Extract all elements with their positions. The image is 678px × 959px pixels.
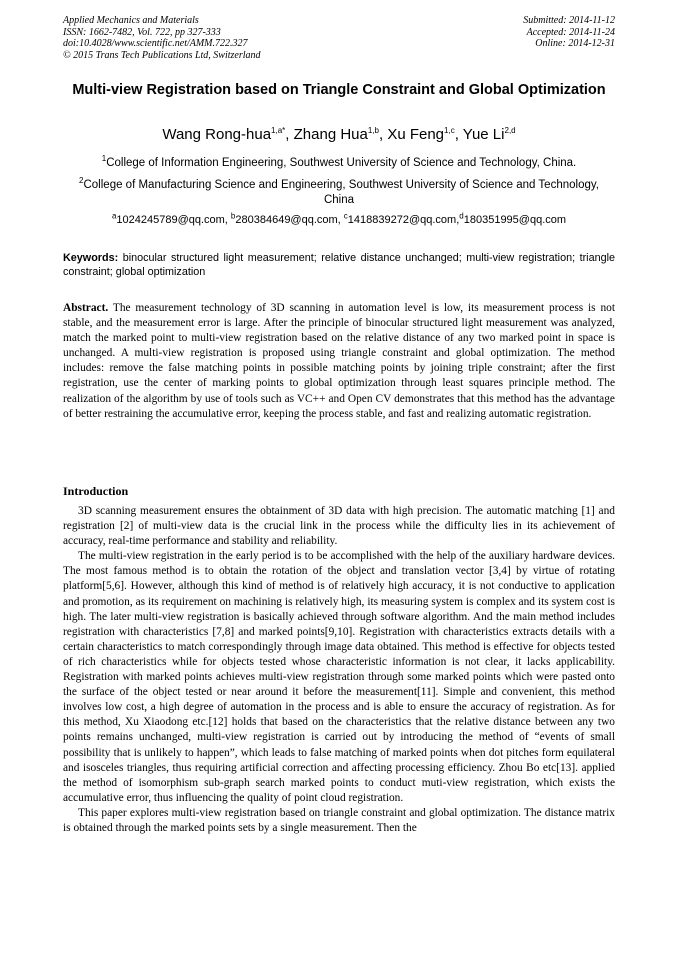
author-emails xyxy=(63,213,615,228)
journal-name: Applied Mechanics and Materials xyxy=(63,15,199,26)
affiliation-1: $^1$College of Information Engineering, Southwest University of Science and Technology, China. xyxy=(101,154,577,169)
paragraph: This paper explores multi-view registration based on triangle constraint and global optimization. The distance matrix is obtained through the marked points sets by a single measurement. Then the xyxy=(63,806,615,834)
accepted-date: Accepted: 2014-11-24 xyxy=(526,26,615,38)
author-list xyxy=(63,125,615,145)
keywords xyxy=(63,251,615,279)
author: Zhang Hua$^{1,b}$, xyxy=(293,126,388,143)
email: $^d$180351995@qq.com xyxy=(459,211,567,226)
paragraph: 3D scanning measurement ensures the obtainment of 3D data with high precision. The automatic matching [1] and registration [2] of multi-view data is the crucial link in the process while the difficulty lies in its achievement of accuracy, real-time performance and stability and reliability. xyxy=(63,505,615,548)
author: Yue Li$^{2,d}$ xyxy=(462,126,516,143)
abstract-label: Abstract. xyxy=(63,302,109,314)
introduction-body xyxy=(63,504,615,836)
submitted-date: Submitted: 2014-11-12 xyxy=(523,15,615,26)
paper-title: Multi-view Registration based on Triangle Constraint and Global Optimization xyxy=(72,82,606,98)
paragraph: The multi-view registration in the early period is to be accomplished with the help of the auxiliary hardware devices. The most famous method is to obtain the rotation of the object and translation vector [3,4] by virtue of rotating platform[5,6]. However, although this kind of method is of relatively high accuracy, it is not conductive to application and promotion, as its requirement on machining is relatively high, its measuring system is complex and its system cost is high. The later multi-view registration is basically achieved through software algorithm. And the main method includes registration with characteristics [7,8] and marked points[9,10]. Registration with characteristics extracts details with a certain characteristics to match correspondingly through image data obtained. This method is effective for objects tested of rich characteristics while for objects tested whose characteristic information is not clear, it lacks applicability. Registration with marked points achieves multi-view registration through some marked points which were pasted onto the surface of the object tested or near around it before the measurement[11]. Simple and convenient, this method involves low cost, a high degree of automation in the process and is able to ensure the accuracy of registration. As for this method, Xu Xiaodong etc.[12] holds that based on the characteristics that the relative distance between any two points remains unchanged, multi-view registration is carried out by introducing the method of “events of small possibility that is unlikely to happen”, which leads to false matching of marked points when dot pitches form equilateral and isosceles triangles, thus requiring artificial correction and affecting processing efficiency. Zhou Bo etc[13]. applied the method of isomorphism sub-graph search marked points to conduct muti-view registration, which exists the accumulative error, thus influencing the quality of point cloud registration. xyxy=(63,550,615,804)
issn-line: ISSN: 1662-7482, Vol. 722, pp 327-333 xyxy=(63,26,221,38)
publication-info xyxy=(63,15,261,61)
doi-line: doi:10.4028/www.scientific.net/AMM.722.327 xyxy=(63,38,248,49)
abstract xyxy=(63,301,615,422)
author: Xu Feng$^{1,c}$, xyxy=(387,126,463,143)
publication-dates xyxy=(523,15,615,50)
email: $^b$280384649@qq.com, xyxy=(230,211,344,226)
online-date: Online: 2014-12-31 xyxy=(535,38,615,49)
email: $^c$1418839272@qq.com, xyxy=(343,211,460,226)
email: $^a$1024245789@qq.com, xyxy=(111,211,231,226)
abstract-text: The measurement technology of 3D scanning in automation level is low, its measurement process is not stable, and the measurement error is large. After the principle of binocular structured light measurement was analyzed, match the marked point to multi-view registration based on the relative distance of any two marked point in space is unchanged. A multi-view registration is proposed using triangle constraint and global optimization. The method includes: remove the false matching points in possible matching points by joining triple constraint; after the first registration, use the center of marking points to global optimization through least squares principle method. The realization of the algorithm by use of tools such as VC++ and Open CV demonstrates that this method has the advantage of better restraining the accumulative error, keeping the process stable, and fast and realizing automatic registration. xyxy=(63,302,615,420)
section-heading-introduction: Introduction xyxy=(63,484,129,498)
copyright-line: © 2015 Trans Tech Publications Ltd, Switzerland xyxy=(63,49,261,61)
author: Wang Rong-hua$^{1,a*}$, xyxy=(162,126,294,143)
keywords-text: binocular structured light measurement; relative distance unchanged; multi-view registration; triangle constraint; global optimization xyxy=(63,252,615,278)
affiliation-2: $^2$College of Manufacturing Science and Engineering, Southwest University of Science and Technology, China xyxy=(79,176,599,206)
keywords-label: Keywords: xyxy=(63,252,119,264)
